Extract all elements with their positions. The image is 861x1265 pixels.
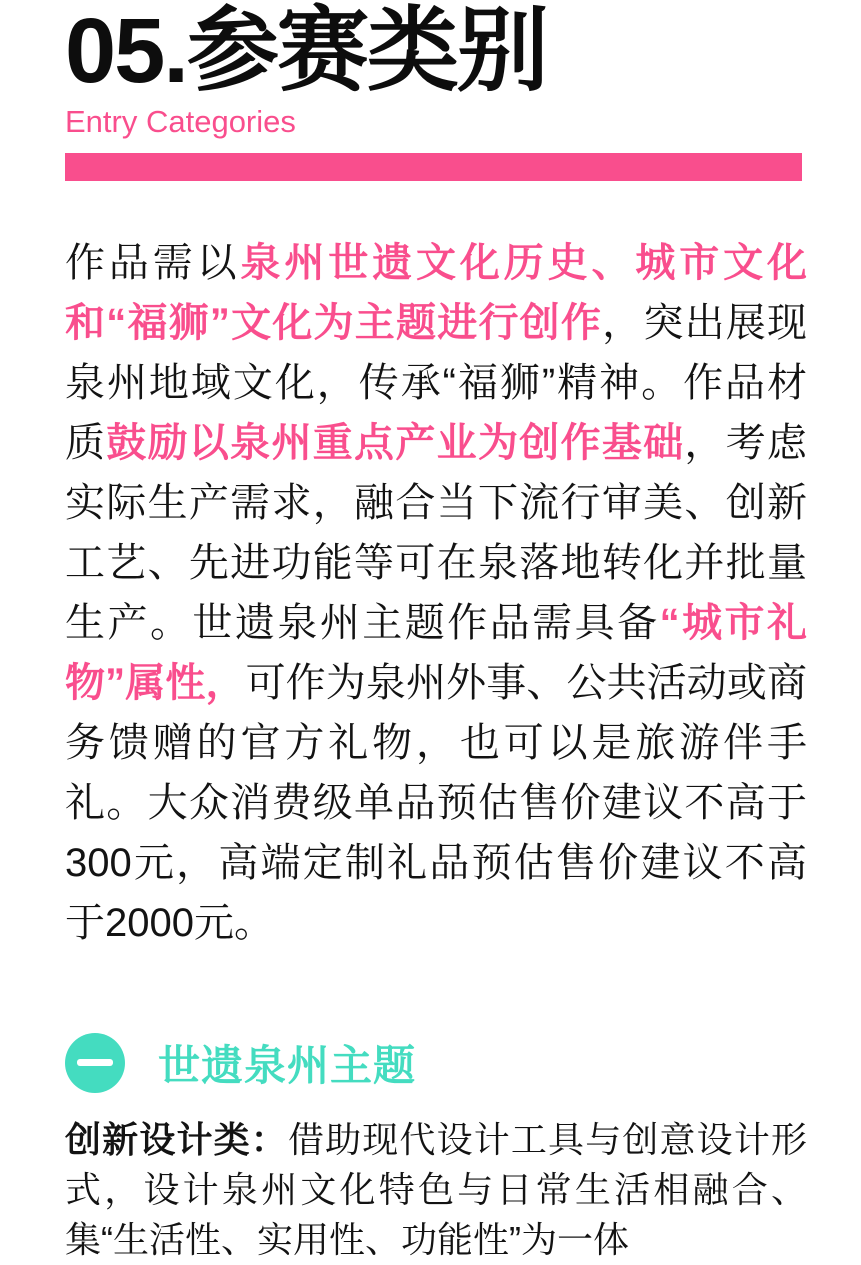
text-segment: ，考虑实际生产需求，融合当下流行审美、创新工艺、先进功能等可在泉落地转化并批量生产。世遗泉州主题作品需具备 xyxy=(65,420,808,645)
text-segment: 鼓励以泉州重点产业为创作基础 xyxy=(106,420,685,465)
text-segment: 作品需以 xyxy=(65,240,241,285)
text-segment: 借助现代设计工具与创意设计形式，设计泉州文化特色与日常生活相融合、集“生活性、实用性、功能性”为一体 xyxy=(65,1118,807,1260)
text-segment: ，突出展现泉州地域文化，传承“福狮”精神。作品材质 xyxy=(65,300,808,465)
section-one-header xyxy=(65,1033,803,1093)
text-segment: 泉州世遗文化历史、城市文化和“福狮”文化为主题进行创作 xyxy=(65,240,807,345)
page-subtitle: Entry Categories xyxy=(65,103,296,139)
text-segment: 创新设计类： xyxy=(65,1118,288,1160)
pink-divider-bar xyxy=(65,153,802,181)
page-title: 05.参赛类别 xyxy=(65,0,547,102)
text-segment: “城市礼物”属性， xyxy=(65,600,808,705)
intro-paragraph xyxy=(65,233,807,953)
section-number-badge xyxy=(65,1033,125,1093)
section-one-paragraph xyxy=(65,1115,807,1265)
dash-one-icon xyxy=(77,1059,113,1066)
section-one-heading: 世遗泉州主题 xyxy=(158,1041,417,1089)
text-segment: 可作为泉州外事、公共活动或商务馈赠的官方礼物，也可以是旅游伴手礼。大众消费级单品预估售价建议不高于300元，高端定制礼品预估售价建议不高于2000元。 xyxy=(65,660,808,945)
